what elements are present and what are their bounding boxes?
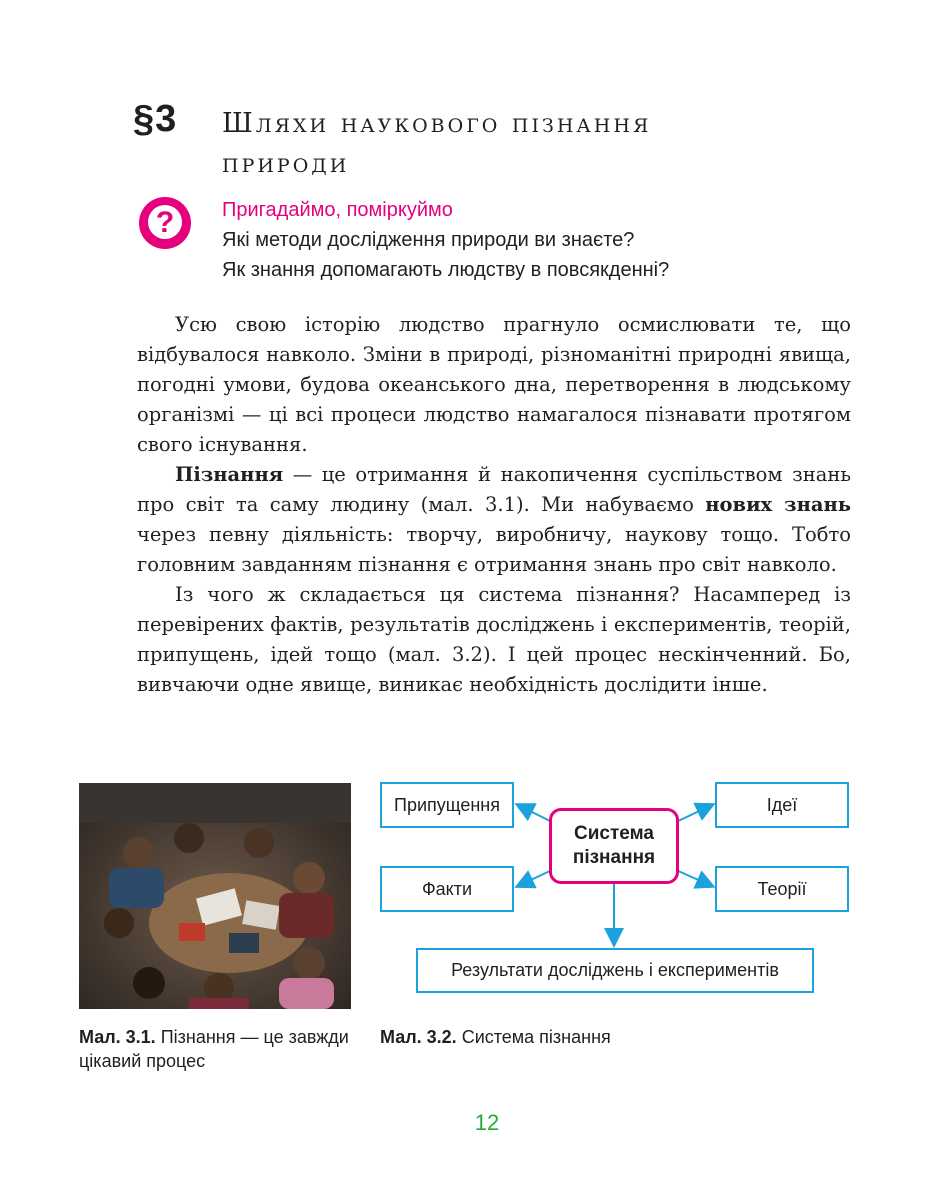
center-line-1: Система: [574, 823, 654, 844]
node-results: Результати досліджень і експериментів: [416, 948, 814, 993]
caption-label-2: Мал. 3.2.: [380, 1027, 457, 1047]
figure-3-1-caption: [79, 1025, 349, 1073]
center-line-2: пізнання: [572, 847, 656, 868]
node-assumptions: Припущення: [380, 782, 514, 828]
node-cognition-system: [549, 808, 679, 884]
arrow-to-assumptions: [518, 805, 552, 822]
paragraph-2-part-a: — це отримання й накопичення суспільством знань про світ та саму людину (мал. 3.1). Ми набуваємо: [137, 463, 851, 516]
page-number: 12: [474, 1110, 500, 1135]
node-theories: Теорії: [715, 866, 849, 912]
arrow-to-facts: [518, 870, 552, 886]
section-number: §3: [133, 98, 178, 140]
caption-label-1: Мал. 3.1.: [79, 1027, 156, 1047]
recall-question-2: Як знання допомагають людству в повсякденні?: [222, 259, 670, 281]
question-icon: ?: [139, 197, 191, 249]
figure-3-2-caption: [380, 1025, 800, 1049]
paragraph-3: Із чого ж складається ця система пізнання? Насамперед із перевірених фактів, результатів досліджень і експериментів, теорій, припущень, ідей тощо (мал. 3.2). І цей процес нескінченний. Бо, вивчаючи одне явище, виникає необхідність дослідити інше.: [137, 583, 851, 696]
paragraph-2-part-b: через певну діяльність: творчу, виробничу, наукову тощо. Тобто головним завданням пізнання є отримання знань про світ навколо.: [137, 523, 851, 576]
paragraph-1: Усю свою історію людство прагнуло осмислювати те, що відбувалося навколо. Зміни в природі, різноманітні природні явища, погодні умови, будова океанського дна, перетворення в людському організмі — ці всі процеси людство намагалося пізнавати протягом свого існування.: [137, 313, 851, 456]
caption-text-2: Система пізнання: [456, 1027, 611, 1047]
caption-text-1: Пізнання — це завжди цікавий процес: [79, 1027, 349, 1071]
title-line-1: Шляхи наукового пізнання: [222, 108, 652, 139]
title-line-2: природи: [222, 148, 350, 179]
recall-question-1: Які методи дослідження природи ви знаєте?: [222, 229, 635, 251]
arrow-to-ideas: [676, 805, 712, 822]
node-facts: Факти: [380, 866, 514, 912]
recall-label: Пригадаймо, поміркуймо: [222, 199, 453, 221]
arrow-to-theories: [676, 870, 712, 886]
node-ideas: Ідеї: [715, 782, 849, 828]
term-cognition: Пізнання: [175, 463, 284, 486]
term-new-knowledge: нових знань: [705, 493, 852, 516]
